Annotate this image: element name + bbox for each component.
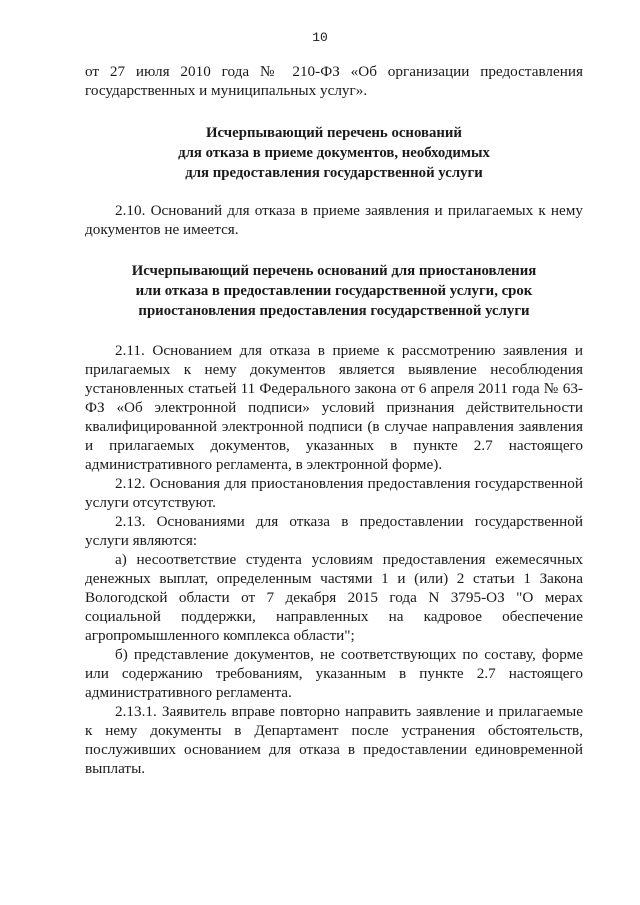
paragraph-2-13: 2.13. Основаниями для отказа в предоставлении государственной услуги являются: xyxy=(85,513,583,549)
heading-line: для предоставления государственной услуги xyxy=(185,165,483,181)
paragraph-2-13-1: 2.13.1. Заявитель вправе повторно направить заявление и прилагаемые к нему документы в Департамент после устранения обстоятельств, послуживших основанием для отказа в предоставлении единовременной выплаты. xyxy=(85,703,583,777)
page-number: 10 xyxy=(312,30,328,45)
intro-paragraph: от 27 июля 2010 года № 210-ФЗ «Об организации предоставления государственных и муниципальных услуг». xyxy=(85,63,583,99)
list-item-b: б) представление документов, не соответствующих по составу, форме или содержанию требованиям, указанным в пункте 2.7 настоящего административного регламента. xyxy=(85,646,583,701)
heading-line: Исчерпывающий перечень оснований xyxy=(206,125,462,141)
paragraph-2-11: 2.11. Основанием для отказа в приеме к рассмотрению заявления и прилагаемых к нему документов является выявление несоблюдения установленных статьей 11 Федерального закона от 6 апреля 2011 года № 63-ФЗ «Об электронной подписи» условий признания действительности квалифицированной электронной подписи (в случае направления заявления и прилагаемых документов, указанных в пункте 2.7 настоящего административного регламента, в электронной форме). xyxy=(85,342,583,473)
section-heading-suspension-refusal xyxy=(85,261,583,321)
document-body xyxy=(85,62,583,778)
heading-line: для отказа в приеме документов, необходимых xyxy=(178,145,490,161)
section-heading-refusal-reception xyxy=(85,123,583,183)
heading-line: приостановления предоставления государственной услуги xyxy=(138,303,530,319)
heading-line: Исчерпывающий перечень оснований для приостановления xyxy=(131,263,537,279)
heading-line: или отказа в предоставлении государственной услуги, срок xyxy=(135,283,533,299)
list-item-a: а) несоответствие студента условиям предоставления ежемесячных денежных выплат, определенным частями 1 и (или) 2 статьи 1 Закона Вологодской области от 7 декабря 2015 года N 3795-ОЗ "О мерах социальной поддержки, направленных на кадровое обеспечение агропромышленного комплекса области"; xyxy=(85,551,583,644)
paragraph-2-10: 2.10. Оснований для отказа в приеме заявления и прилагаемых к нему документов не имеется. xyxy=(85,202,583,238)
paragraph-2-12: 2.12. Основания для приостановления предоставления государственной услуги отсутствуют. xyxy=(85,475,583,511)
